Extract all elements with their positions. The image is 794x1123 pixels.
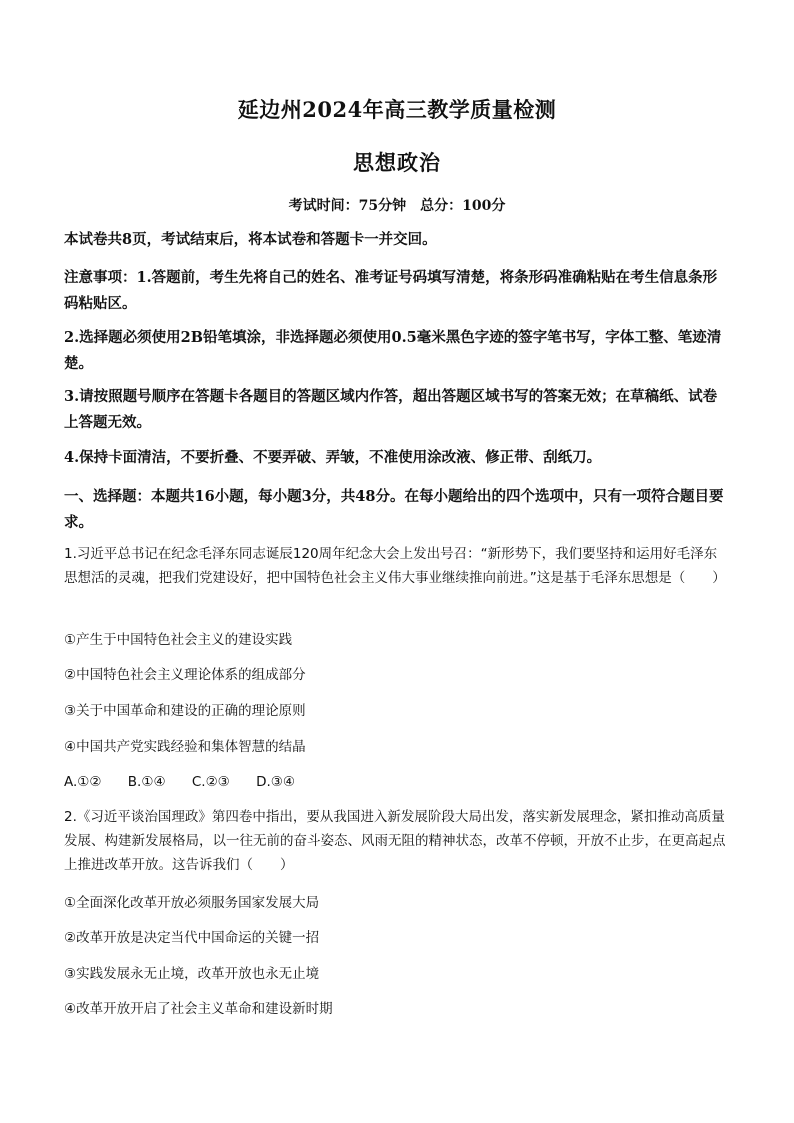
question-1-choice-b: B.①④: [127, 774, 166, 790]
question-2-stem: 2.《习近平谈治国理政》第四卷中指出，要从我国进入新发展阶段大局出发，落实新发展理念，紧扣推动高质量发展、构建新发展格局，以一往无前的奋斗姿态、风雨无阻的精神状态，改革不停顿，开放不止步，在更高起点上推进改革开放。这告诉我们（ ）: [64, 809, 726, 873]
instruction-item-1: 注意事项：1.答题前，考生先将自己的姓名、准考证号码填写清楚，将条形码准确粘贴在考生信息条形码粘贴区。: [64, 269, 718, 312]
question-1-choice-a: A.①②: [64, 774, 102, 790]
instruction-item-3: 3.请按照题号顺序在答题卡各题目的答题区域内作答，超出答题区域书写的答案无效；在草稿纸、试卷上答题无效。: [64, 388, 718, 431]
question-1-choice-d: D.③④: [256, 774, 295, 790]
exam-title: 延边州2024年高三教学质量检测: [237, 97, 557, 122]
question-1-option-4: ④中国共产党实践经验和集体智慧的结晶: [64, 739, 306, 755]
section-heading: 一、选择题：本题共16小题，每小题3分，共48分。在每小题给出的四个选项中，只有一项符合题目要求。: [64, 488, 724, 531]
exam-subject: 思想政治: [353, 150, 441, 175]
exam-score: 总分：100分: [420, 198, 506, 214]
question-1-stem: 1.习近平总书记在纪念毛泽东同志诞辰120周年纪念大会上发出号召：“新形势下，我们要坚持和运用好毛泽东思想活的灵魂，把我们党建设好，把中国特色社会主义伟大事业继续推向前进。”这是基于毛泽东思想是（ ）: [64, 546, 726, 586]
question-2-option-2: ②改革开放是决定当代中国命运的关键一招: [64, 930, 320, 946]
exam-meta: [64, 195, 730, 215]
question-2-option-4: ④改革开放开启了社会主义革命和建设新时期: [64, 1001, 333, 1017]
exam-time: 考试时间：75分钟: [288, 198, 407, 214]
question-1-option-1: ①产生于中国特色社会主义的建设实践: [64, 632, 293, 648]
question-1-choices: [64, 772, 730, 792]
question-1-choice-c: C.②③: [191, 774, 230, 790]
question-1-option-3: ③关于中国革命和建设的正确的理论原则: [64, 703, 306, 719]
question-2-option-1: ①全面深化改革开放必须服务国家发展大局: [64, 895, 320, 911]
instruction-intro: 本试卷共8页，考试结束后，将本试卷和答题卡一并交回。: [64, 231, 437, 248]
question-2-option-3: ③实践发展永无止境，改革开放也永无止境: [64, 966, 320, 982]
question-1-option-2: ②中国特色社会主义理论体系的组成部分: [64, 667, 306, 683]
instruction-item-2: 2.选择题必须使用2B铅笔填涂，非选择题必须使用0.5毫米黑色字迹的签字笔书写，字体工整、笔迹清楚。: [64, 329, 722, 372]
instruction-item-4: 4.保持卡面清洁，不要折叠、不要弄破、弄皱，不准使用涂改液、修正带、刮纸刀。: [64, 449, 602, 466]
